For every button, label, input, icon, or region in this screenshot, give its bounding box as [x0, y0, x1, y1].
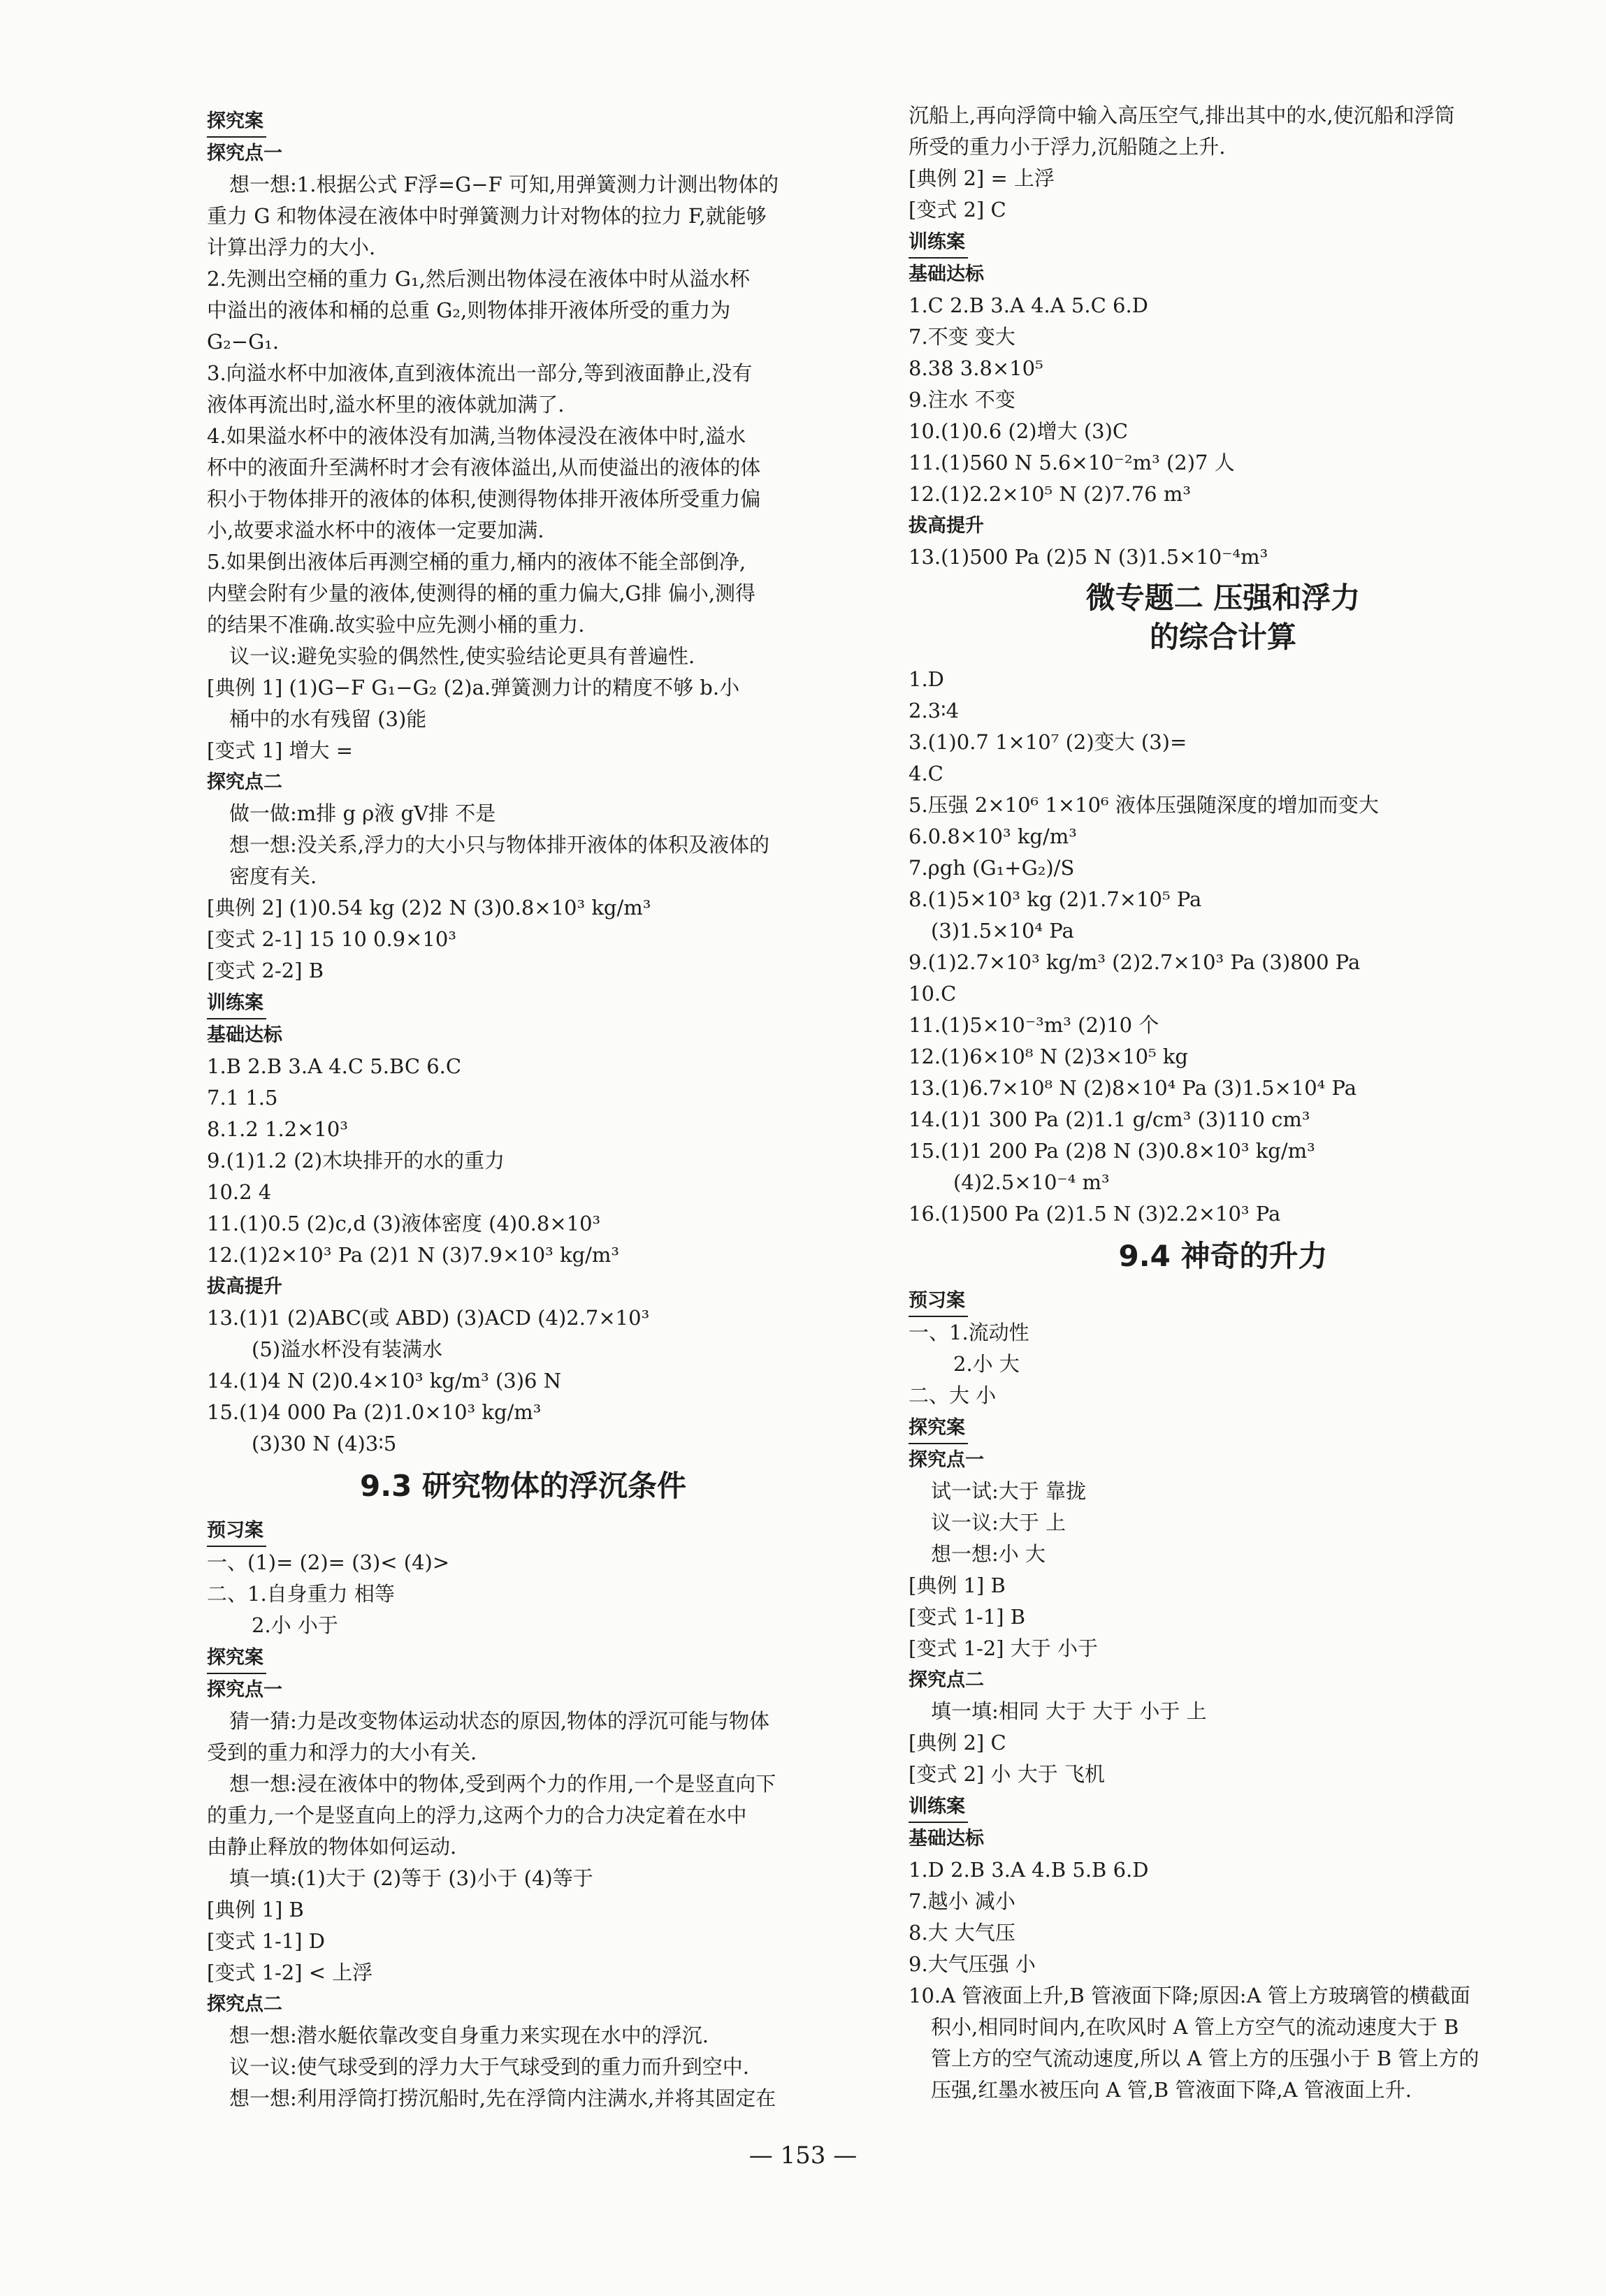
answer-line: 桶中的水有残留 (3)能 [229, 707, 427, 731]
answer-line: 12.(1)2×10³ Pa (2)1 N (3)7.9×10³ kg/m³ [207, 1243, 620, 1267]
answer-line: (4)2.5×10⁻⁴ m³ [953, 1170, 1110, 1194]
answer-line: 7.ρgh (G₁+G₂)/S [909, 856, 1075, 880]
subsection-heading: 探究点一 [909, 1449, 984, 1471]
answer-line: 7.1 1.5 [207, 1086, 278, 1110]
answer-line: 中溢出的液体和桶的总重 G₂,则物体排开液体所受的重力为 [207, 298, 731, 322]
answer-line: [变式 1-2] 大于 小于 [909, 1636, 1098, 1660]
tag-row [909, 1790, 1538, 1823]
subsection-heading: 探究点二 [909, 1669, 984, 1691]
tag-row [909, 1411, 1538, 1444]
answer-line: 3.向溢水杯中加液体,直到液体流出一部分,等到液面静止,没有 [207, 361, 753, 385]
answer-line: 一、1.流动性 [909, 1321, 1029, 1344]
left-column [207, 105, 839, 2114]
answer-line: 议一议:避免实验的偶然性,使实验结论更具有普遍性. [229, 644, 695, 668]
answer-line: 4.如果溢水杯中的液体没有加满,当物体浸没在液体中时,溢水 [207, 424, 746, 448]
answer-line: 小,故要求溢水杯中的液体一定要加满. [207, 518, 544, 542]
section-title-line: 微专题二 压强和浮力 [1085, 581, 1361, 615]
answer-line: 10.C [909, 982, 957, 1005]
answer-line: 二、大 小 [909, 1383, 997, 1407]
answer-line: 13.(1)1 (2)ABC(或 ABD) (3)ACD (4)2.7×10³ [207, 1306, 650, 1330]
answer-line: 2.3∶4 [909, 699, 960, 722]
answer-line: 的结果不准确.故实验中应先测小桶的重力. [207, 613, 585, 637]
subsection-heading: 基础达标 [207, 1024, 282, 1046]
answer-line: 15.(1)4 000 Pa (2)1.0×10³ kg/m³ [207, 1400, 542, 1424]
answer-line: 13.(1)500 Pa (2)5 N (3)1.5×10⁻⁴m³ [909, 545, 1268, 569]
section-tag: 训练案 [909, 229, 968, 259]
answer-line: 做一做:m排 g ρ液 gV排 不是 [229, 801, 496, 825]
answer-line: [变式 1-1] D [207, 1929, 326, 1953]
answer-line: 杯中的液面升至满杯时才会有液体溢出,从而使溢出的液体的体 [207, 456, 761, 479]
answer-line: 9.大气压强 小 [909, 1952, 1036, 1976]
answer-line: 8.大 大气压 [909, 1921, 1015, 1945]
answer-line: 2.先测出空桶的重力 G₁,然后测出物体浸在液体中时从溢水杯 [207, 267, 750, 291]
tag-row [207, 105, 839, 138]
answer-line: G₂−G₁. [207, 330, 280, 354]
answer-line: [典例 2] C [909, 1731, 1006, 1754]
answer-line: 想一想:浸在液体中的物体,受到两个力的作用,一个是竖直向下 [229, 1772, 776, 1796]
answer-line: 5.如果倒出液体后再测空桶的重力,桶内的液体不能全部倒净, [207, 550, 746, 574]
answer-line: 9.(1)1.2 (2)木块排开的水的重力 [207, 1149, 505, 1172]
section-tag: 探究案 [207, 1645, 266, 1674]
answer-line: 所受的重力小于浮力,沉船随之上升. [909, 135, 1226, 159]
answer-line: (5)溢水杯没有装满水 [252, 1337, 443, 1361]
answer-line: 积小于物体排开的液体的体积,使测得物体排开液体所受重力偏 [207, 487, 761, 511]
answer-line: 液体再流出时,溢水杯里的液体就加满了. [207, 393, 565, 416]
answer-line: 13.(1)6.7×10⁸ N (2)8×10⁴ Pa (3)1.5×10⁴ Pa [909, 1076, 1357, 1100]
section-tag: 训练案 [207, 990, 266, 1019]
answer-line: [变式 1-1] B [909, 1605, 1026, 1629]
section-tag: 预习案 [909, 1288, 968, 1317]
section-tag: 探究案 [207, 108, 266, 138]
answer-line: 12.(1)2.2×10⁵ N (2)7.76 m³ [909, 482, 1191, 506]
answer-line: [典例 1] B [207, 1898, 304, 1921]
answer-line: 填一填:(1)大于 (2)等于 (3)小于 (4)等于 [229, 1866, 593, 1890]
page-number: — 153 — [748, 2142, 858, 2170]
answer-line: 一、(1)= (2)= (3)< (4)> [207, 1550, 450, 1574]
answer-line: [变式 1-2] < 上浮 [207, 1961, 373, 1984]
answer-line: 计算出浮力的大小. [207, 235, 376, 259]
answer-line: 2.小 小于 [252, 1613, 338, 1637]
answer-line: 14.(1)1 300 Pa (2)1.1 g/cm³ (3)110 cm³ [909, 1107, 1310, 1131]
answer-line: 12.(1)6×10⁸ N (2)3×10⁵ kg [909, 1045, 1188, 1068]
answer-line: [变式 2-1] 15 10 0.9×10³ [207, 927, 456, 951]
answer-line: 9.(1)2.7×10³ kg/m³ (2)2.7×10³ Pa (3)800 Pa [909, 950, 1361, 974]
answer-line: 想一想:没关系,浮力的大小只与物体排开液体的体积及液体的 [229, 833, 769, 857]
answer-line: 5.压强 2×10⁶ 1×10⁶ 液体压强随深度的增加而变大 [909, 793, 1379, 817]
answer-line: [变式 2] 小 大于 飞机 [909, 1762, 1105, 1786]
subsection-heading: 拔高提升 [909, 515, 984, 537]
answer-line: 8.38 3.8×10⁵ [909, 356, 1043, 380]
answer-line: 议一议:使气球受到的浮力大于气球受到的重力而升到空中. [229, 2055, 749, 2079]
subsection-heading: 探究点一 [207, 143, 282, 164]
answer-line: 7.越小 减小 [909, 1889, 1015, 1913]
answer-line: 9.注水 不变 [909, 388, 1015, 412]
tag-row [909, 226, 1538, 259]
answer-line: 沉船上,再向浮筒中输入高压空气,排出其中的水,使沉船和浮筒 [909, 103, 1455, 127]
section-title: 9.4 神奇的升力 [1118, 1239, 1328, 1273]
subsection-heading: 探究点二 [207, 771, 282, 793]
tag-row [207, 1514, 839, 1547]
answer-line: 想一想:1.根据公式 F浮=G−F 可知,用弹簧测力计测出物体的 [229, 173, 779, 196]
answer-line: [变式 1] 增大 = [207, 739, 354, 762]
answer-line: 8.1.2 1.2×10³ [207, 1117, 348, 1141]
answer-line: [典例 2] (1)0.54 kg (2)2 N (3)0.8×10³ kg/m³ [207, 896, 651, 920]
tag-row [207, 1641, 839, 1674]
answer-line: 4.C [909, 762, 943, 785]
section-tag: 预习案 [207, 1518, 266, 1547]
answer-line: 1.D [909, 667, 944, 691]
answer-line: 管上方的空气流动速度,所以 A 管上方的压强小于 B 管上方的 [931, 2047, 1480, 2070]
tag-row [909, 1284, 1538, 1317]
answer-line: 重力 G 和物体浸在液体中时弹簧测力计对物体的拉力 F,就能够 [207, 204, 767, 228]
answer-line: 6.0.8×10³ kg/m³ [909, 824, 1077, 848]
subsection-heading: 探究点一 [207, 1679, 282, 1701]
answer-line: 积小,相同时间内,在吹风时 A 管上方空气的流动速度大于 B [931, 2015, 1459, 2039]
subsection-heading: 基础达标 [909, 263, 984, 285]
answer-line: [变式 2-2] B [207, 959, 324, 982]
answer-line: 11.(1)0.5 (2)c,d (3)液体密度 (4)0.8×10³ [207, 1212, 601, 1235]
answer-line: 想一想:潜水艇依靠改变自身重力来实现在水中的浮沉. [229, 2023, 709, 2047]
answer-line: [变式 2] C [909, 198, 1006, 221]
answer-line: (3)1.5×10⁴ Pa [931, 919, 1074, 943]
answer-line: 二、1.自身重力 相等 [207, 1582, 395, 1606]
answer-line: 14.(1)4 N (2)0.4×10³ kg/m³ (3)6 N [207, 1369, 562, 1393]
answer-line: 想一想:利用浮筒打捞沉船时,先在浮筒内注满水,并将其固定在 [229, 2086, 776, 2110]
answer-line: 2.小 大 [953, 1352, 1020, 1376]
answer-line: 11.(1)560 N 5.6×10⁻²m³ (2)7 人 [909, 451, 1235, 474]
subsection-heading: 基础达标 [909, 1828, 984, 1850]
answer-line: 议一议:大于 上 [931, 1511, 1066, 1534]
subsection-heading: 拔高提升 [207, 1276, 282, 1298]
answer-line: 8.(1)5×10³ kg (2)1.7×10⁵ Pa [909, 887, 1202, 911]
answer-line: 密度有关. [229, 864, 317, 888]
right-column [909, 100, 1538, 2106]
answer-line: 11.(1)5×10⁻³m³ (2)10 个 [909, 1013, 1159, 1037]
answer-line: 1.D 2.B 3.A 4.B 5.B 6.D [909, 1858, 1149, 1882]
answer-line: 填一填:相同 大于 大于 小于 上 [931, 1699, 1207, 1723]
section-tag: 训练案 [909, 1794, 968, 1823]
answer-line: [典例 1] B [909, 1574, 1006, 1597]
answer-line: 猜一猜:力是改变物体运动状态的原因,物体的浮沉可能与物体 [229, 1709, 769, 1733]
section-title-line: 的综合计算 [1149, 620, 1296, 654]
tag-row [207, 987, 839, 1019]
answer-line: 7.不变 变大 [909, 325, 1015, 349]
answer-line: 10.(1)0.6 (2)增大 (3)C [909, 419, 1129, 443]
answer-line: (3)30 N (4)3∶5 [252, 1432, 397, 1455]
answer-line: [典例 2] = 上浮 [909, 166, 1055, 190]
answer-line: 试一试:大于 靠拢 [931, 1479, 1086, 1503]
subsection-heading: 探究点二 [207, 1993, 282, 2015]
section-title: 9.3 研究物体的浮沉条件 [359, 1469, 687, 1503]
answer-line: 1.B 2.B 3.A 4.C 5.BC 6.C [207, 1054, 462, 1078]
answer-line: 1.C 2.B 3.A 4.A 5.C 6.D [909, 293, 1148, 317]
answer-line: 内壁会附有少量的液体,使测得的桶的重力偏大,G排 偏小,测得 [207, 581, 756, 605]
answer-line: 的重力,一个是竖直向上的浮力,这两个力的合力决定着在水中 [207, 1803, 747, 1827]
answer-line: [典例 1] (1)G−F G₁−G₂ (2)a.弹簧测力计的精度不够 b.小 [207, 676, 740, 699]
section-tag: 探究案 [909, 1415, 968, 1444]
section-title [909, 579, 1538, 657]
answer-line: 10.2 4 [207, 1180, 272, 1204]
answer-line: 受到的重力和浮力的大小有关. [207, 1741, 477, 1764]
answer-line: 16.(1)500 Pa (2)1.5 N (3)2.2×10³ Pa [909, 1202, 1281, 1226]
answer-line: 10.A 管液面上升,B 管液面下降;原因:A 管上方玻璃管的横截面 [909, 1984, 1470, 2007]
answer-line: 3.(1)0.7 1×10⁷ (2)变大 (3)= [909, 730, 1187, 754]
answer-line: 想一想:小 大 [931, 1542, 1046, 1566]
answer-line: 15.(1)1 200 Pa (2)8 N (3)0.8×10³ kg/m³ [909, 1139, 1315, 1163]
answer-line: 压强,红墨水被压向 A 管,B 管液面下降,A 管液面上升. [931, 2078, 1412, 2102]
answer-line: 由静止释放的物体如何运动. [207, 1835, 457, 1859]
